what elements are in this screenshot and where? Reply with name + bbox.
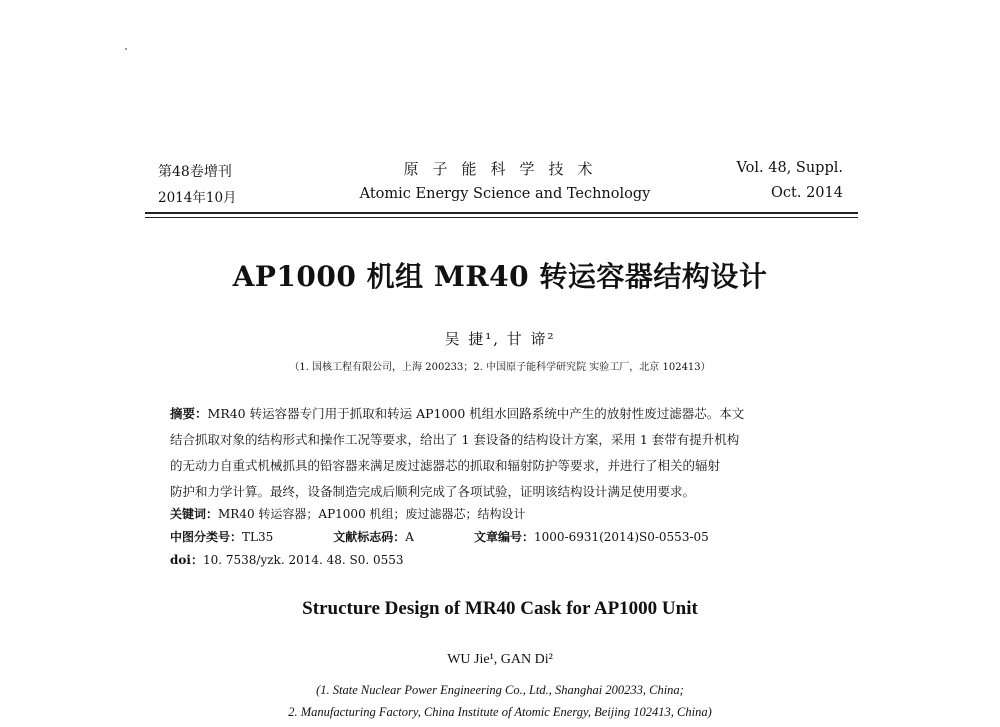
doc-code-value: A xyxy=(405,530,414,544)
paper-title-zh: AP1000 机组 MR40 转运容器结构设计 xyxy=(232,260,768,293)
doi-line xyxy=(170,551,404,568)
keywords-zh xyxy=(170,505,526,522)
doi-label: doi： xyxy=(170,553,203,567)
header-rule-thick xyxy=(145,212,858,214)
date-en: Oct. 2014 xyxy=(771,185,843,201)
journal-title-zh: 原子能科学技术 xyxy=(403,160,607,178)
clc-value: TL35 xyxy=(242,530,274,544)
volume-en: Vol. 48, Suppl. xyxy=(736,160,843,176)
header-rule-thin xyxy=(145,217,858,218)
abstract-line: 防护和力学计算。最终，设备制造完成后顺利完成了各项试验，证明该结构设计满足使用要求。 xyxy=(170,484,696,499)
affiliations-zh: （1. 国核工程有限公司，上海 200233；2. 中国原子能科学研究院 实验工厂，北京 102413） xyxy=(289,362,711,373)
authors-en: WU Jie¹, GAN Di² xyxy=(447,652,553,667)
abstract-label: 摘要： xyxy=(170,406,208,421)
journal-title-en: Atomic Energy Science and Technology xyxy=(359,186,651,202)
abstract-line: 结合抓取对象的结构形式和操作工况等要求，给出了 1 套设备的结构设计方案，采用 1 套带有提升机构 xyxy=(170,432,740,447)
volume-zh: 第48卷增刊 xyxy=(158,164,232,180)
abstract-line: 的无动力自重式机械抓具的铅容器来满足废过滤器芯的抓取和辐射防护等要求，并进行了相关的辐射 xyxy=(170,458,721,473)
keywords-value: MR40 转运容器；AP1000 机组；废过滤器芯；结构设计 xyxy=(218,507,526,521)
abstract-text: MR40 转运容器专门用于抓取和转运 AP1000 机组水回路系统中产生的放射性废过滤器芯。本文 xyxy=(207,406,745,421)
article-number-label: 文章编号： xyxy=(473,530,534,544)
authors-zh: 吴 捷¹, 甘 谛² xyxy=(444,330,556,348)
keywords-label: 关键词： xyxy=(170,507,219,521)
date-zh: 2014年10月 xyxy=(158,190,237,206)
affiliation-en-1: (1. State Nuclear Power Engineering Co., Ltd., Shanghai 200233, China; xyxy=(316,683,684,697)
doc-code-label: 文献标志码： xyxy=(333,530,406,544)
abstract-zh xyxy=(170,404,840,508)
affiliation-en-2: 2. Manufacturing Factory, China Institute of Atomic Energy, Beijing 102413, China) xyxy=(288,705,712,719)
abstract-line xyxy=(170,404,840,430)
doi-value: 10. 7538/yzk. 2014. 48. S0. 0553 xyxy=(202,553,404,567)
article-number-value: 1000-6931(2014)S0-0553-05 xyxy=(533,530,709,544)
scan-speck xyxy=(125,48,127,50)
clc-label: 中图分类号： xyxy=(170,530,243,544)
paper-title-en: Structure Design of MR40 Cask for AP1000 Unit xyxy=(302,598,698,619)
classification-line xyxy=(170,528,709,545)
